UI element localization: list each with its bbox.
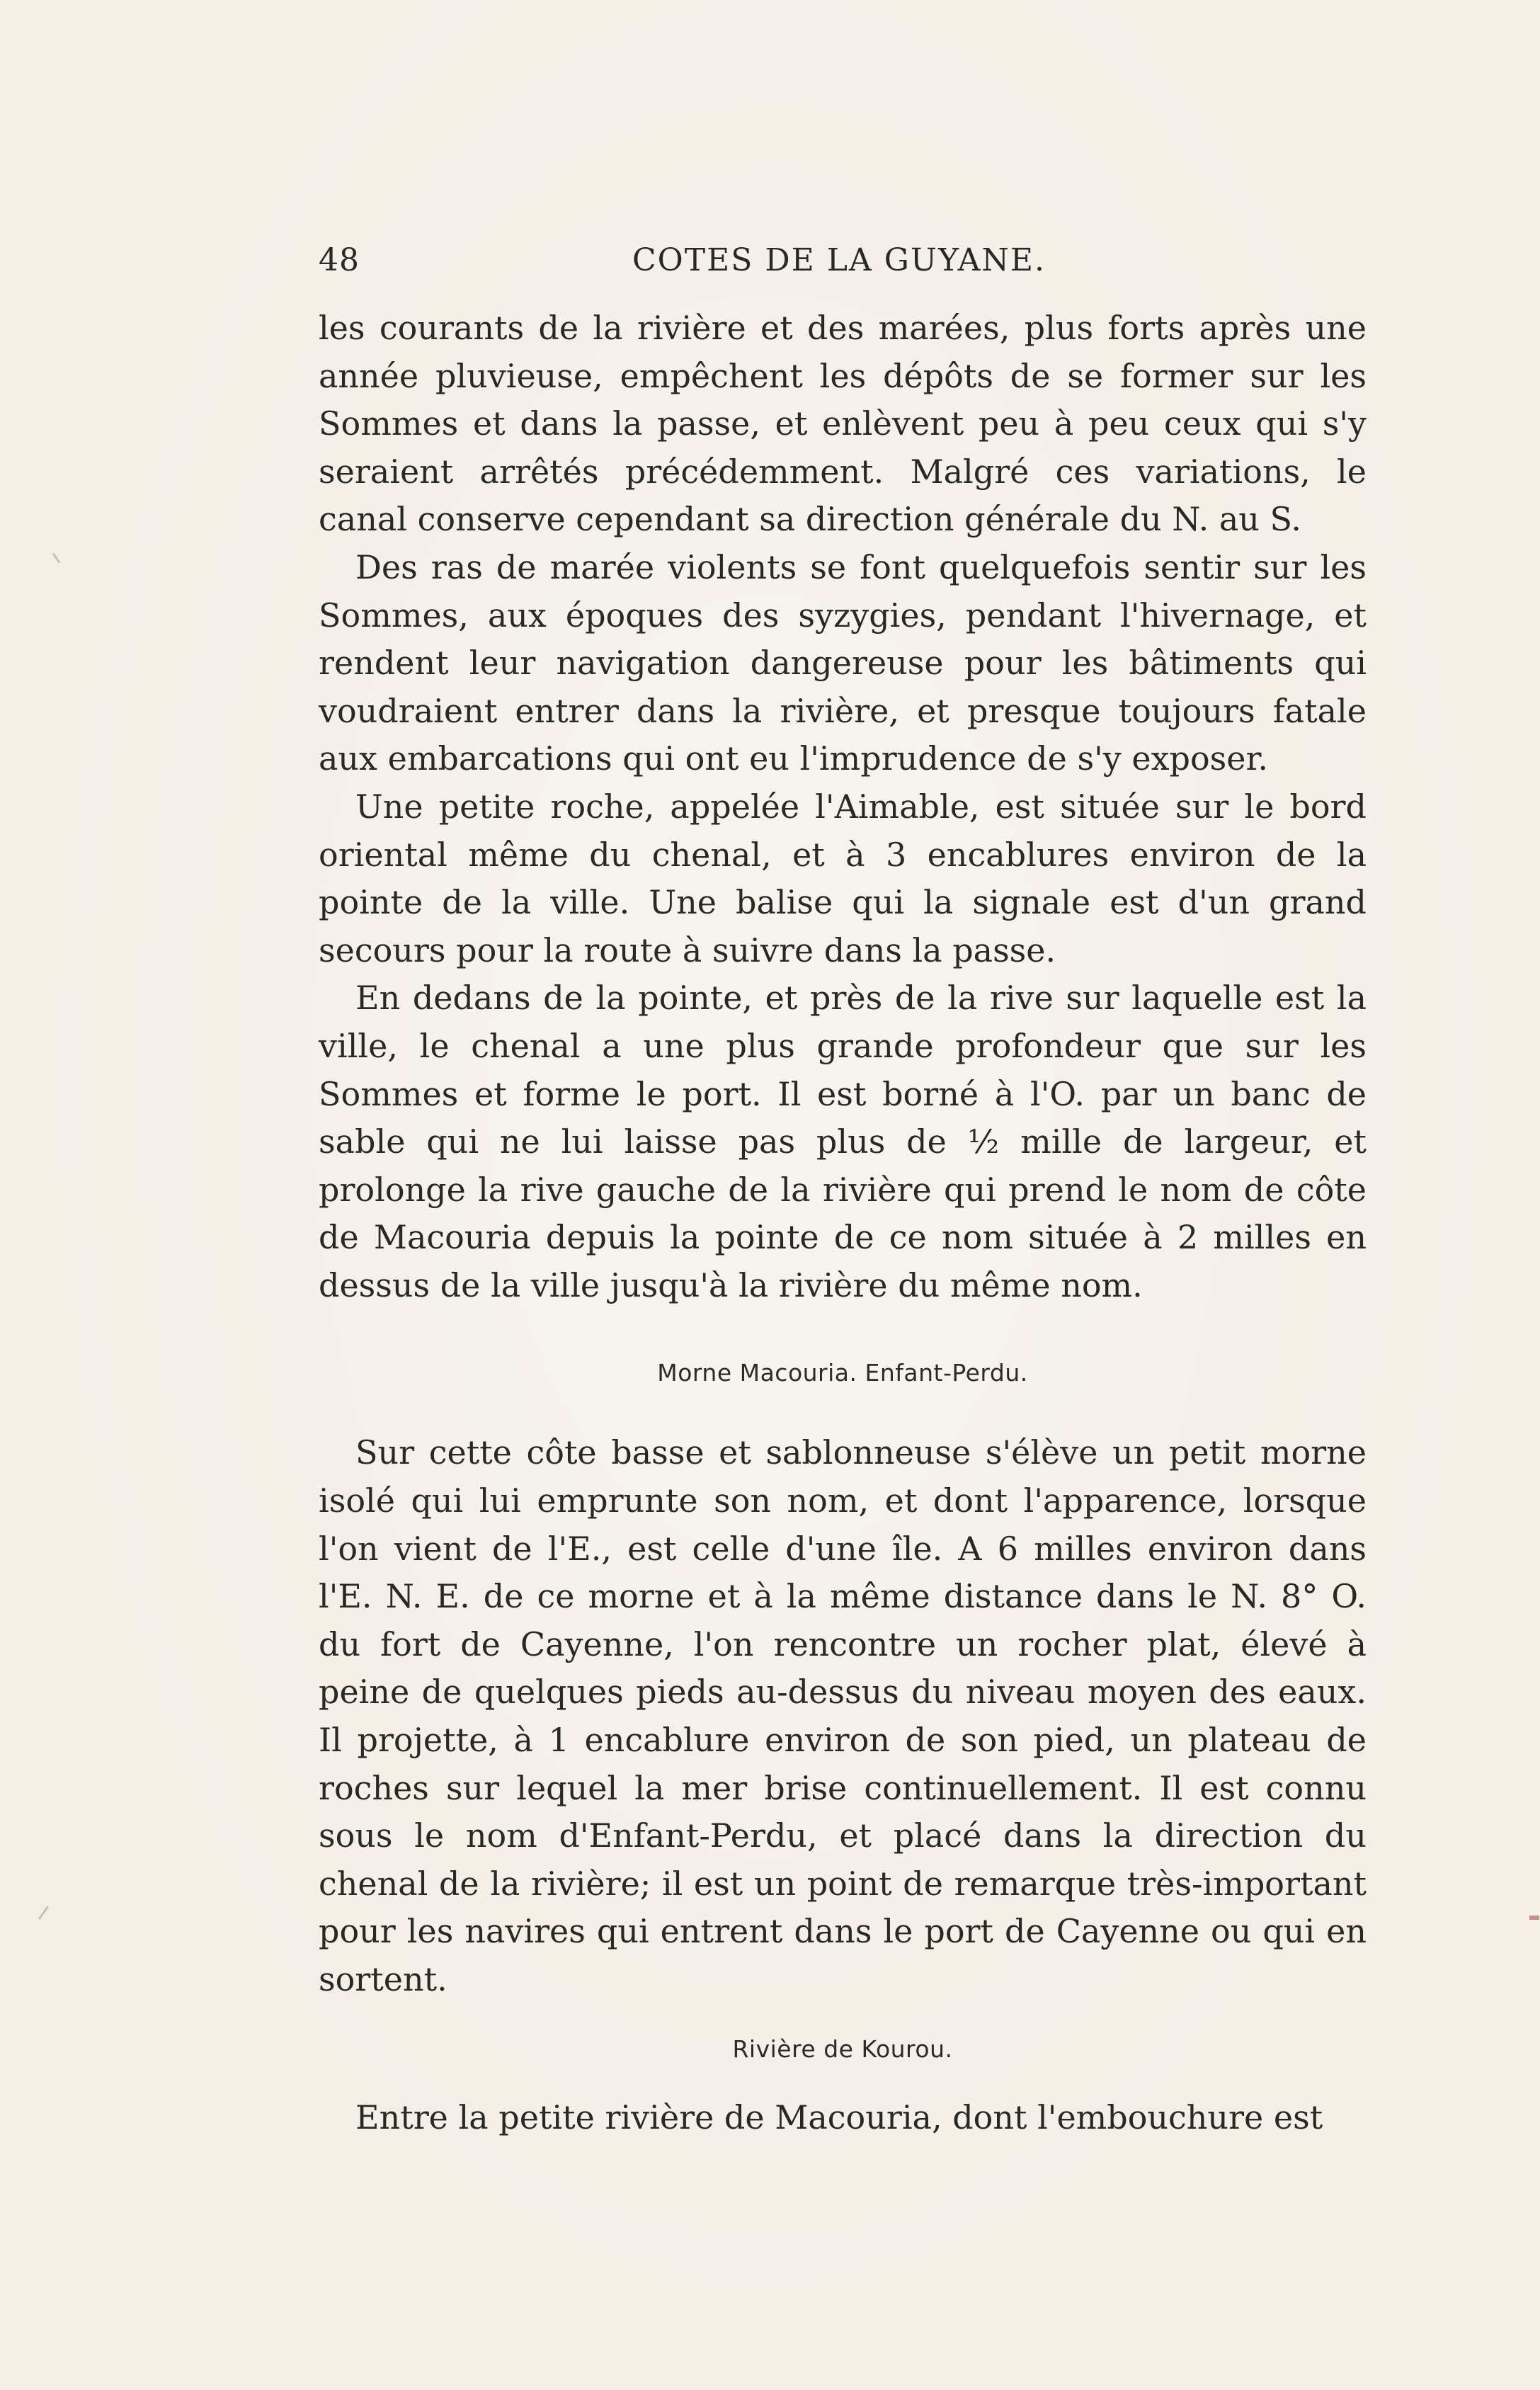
body-text	[319, 305, 1367, 2141]
stray-mark	[1529, 1916, 1539, 1920]
paragraph: Des ras de marée violents se font quelquefois sentir sur les Sommes, aux époques des syzygies, pendant l'hivernage, et rendent leur navigation dangereuse pour les bâtiments qui voudraient entrer dans la rivière, et presque toujours fatale aux embarcations qui ont eu l'imprudence de s'y exposer.	[319, 547, 1367, 778]
running-title: COTES DE LA GUYANE.	[632, 242, 1046, 278]
paragraph: les courants de la rivière et des marées, plus forts après une année pluvieuse, empêchent les dépôts de se former sur les Sommes et dans la passe, et enlèvent peu à peu ceux qui s'y seraient arrêtés précédemment. Malgré ces variations, le canal conserve cependant sa direction générale du N. au S.	[319, 309, 1367, 539]
section-heading: Rivière de Kourou.	[732, 2035, 953, 2063]
paragraph: Entre la petite rivière de Macouria, dont l'embouchure est	[355, 2098, 1323, 2136]
stray-mark	[52, 553, 61, 564]
stray-mark	[38, 1906, 49, 1920]
page-header	[312, 242, 1367, 285]
paragraph: En dedans de la pointe, et près de la rive sur laquelle est la ville, le chenal a une plus grande profondeur que sur les Sommes et forme le port. Il est borné à l'O. par un banc de sable qui ne lui laisse pas plus de ½ mille de largeur, et prolonge la rive gauche de la rivière qui prend le nom de côte de Macouria depuis la pointe de ce nom située à 2 milles en dessus de la ville jusqu'à la rivière du même nom.	[319, 979, 1367, 1304]
section-heading: Morne Macouria. Enfant-Perdu.	[657, 1359, 1028, 1387]
paragraph: Une petite roche, appelée l'Aimable, est située sur le bord oriental même du chenal, et à 3 encablures environ de la pointe de la ville. Une balise qui la signale est d'un grand secours pour la route à suivre dans la passe.	[319, 787, 1367, 969]
page-number: 48	[319, 242, 360, 278]
paragraph: Sur cette côte basse et sablonneuse s'élève un petit morne isolé qui lui emprunte son nom, et dont l'apparence, lorsque l'on vient de l'E., est celle d'une île. A 6 milles environ dans l'E. N. E. de ce morne et à la même distance dans le N. 8° O. du fort de Cayenne, l'on rencontre un rocher plat, élevé à peine de quelques pieds au-dessus du niveau moyen des eaux. Il projette, à 1 encablure environ de son pied, un plateau de roches sur lequel la mer brise continuellement. Il est connu sous le nom d'Enfant-Perdu, et placé dans la direction du chenal de la rivière; il est un point de remarque très-important pour les navires qui entrent dans le port de Cayenne ou qui en sortent.	[319, 1433, 1367, 1998]
